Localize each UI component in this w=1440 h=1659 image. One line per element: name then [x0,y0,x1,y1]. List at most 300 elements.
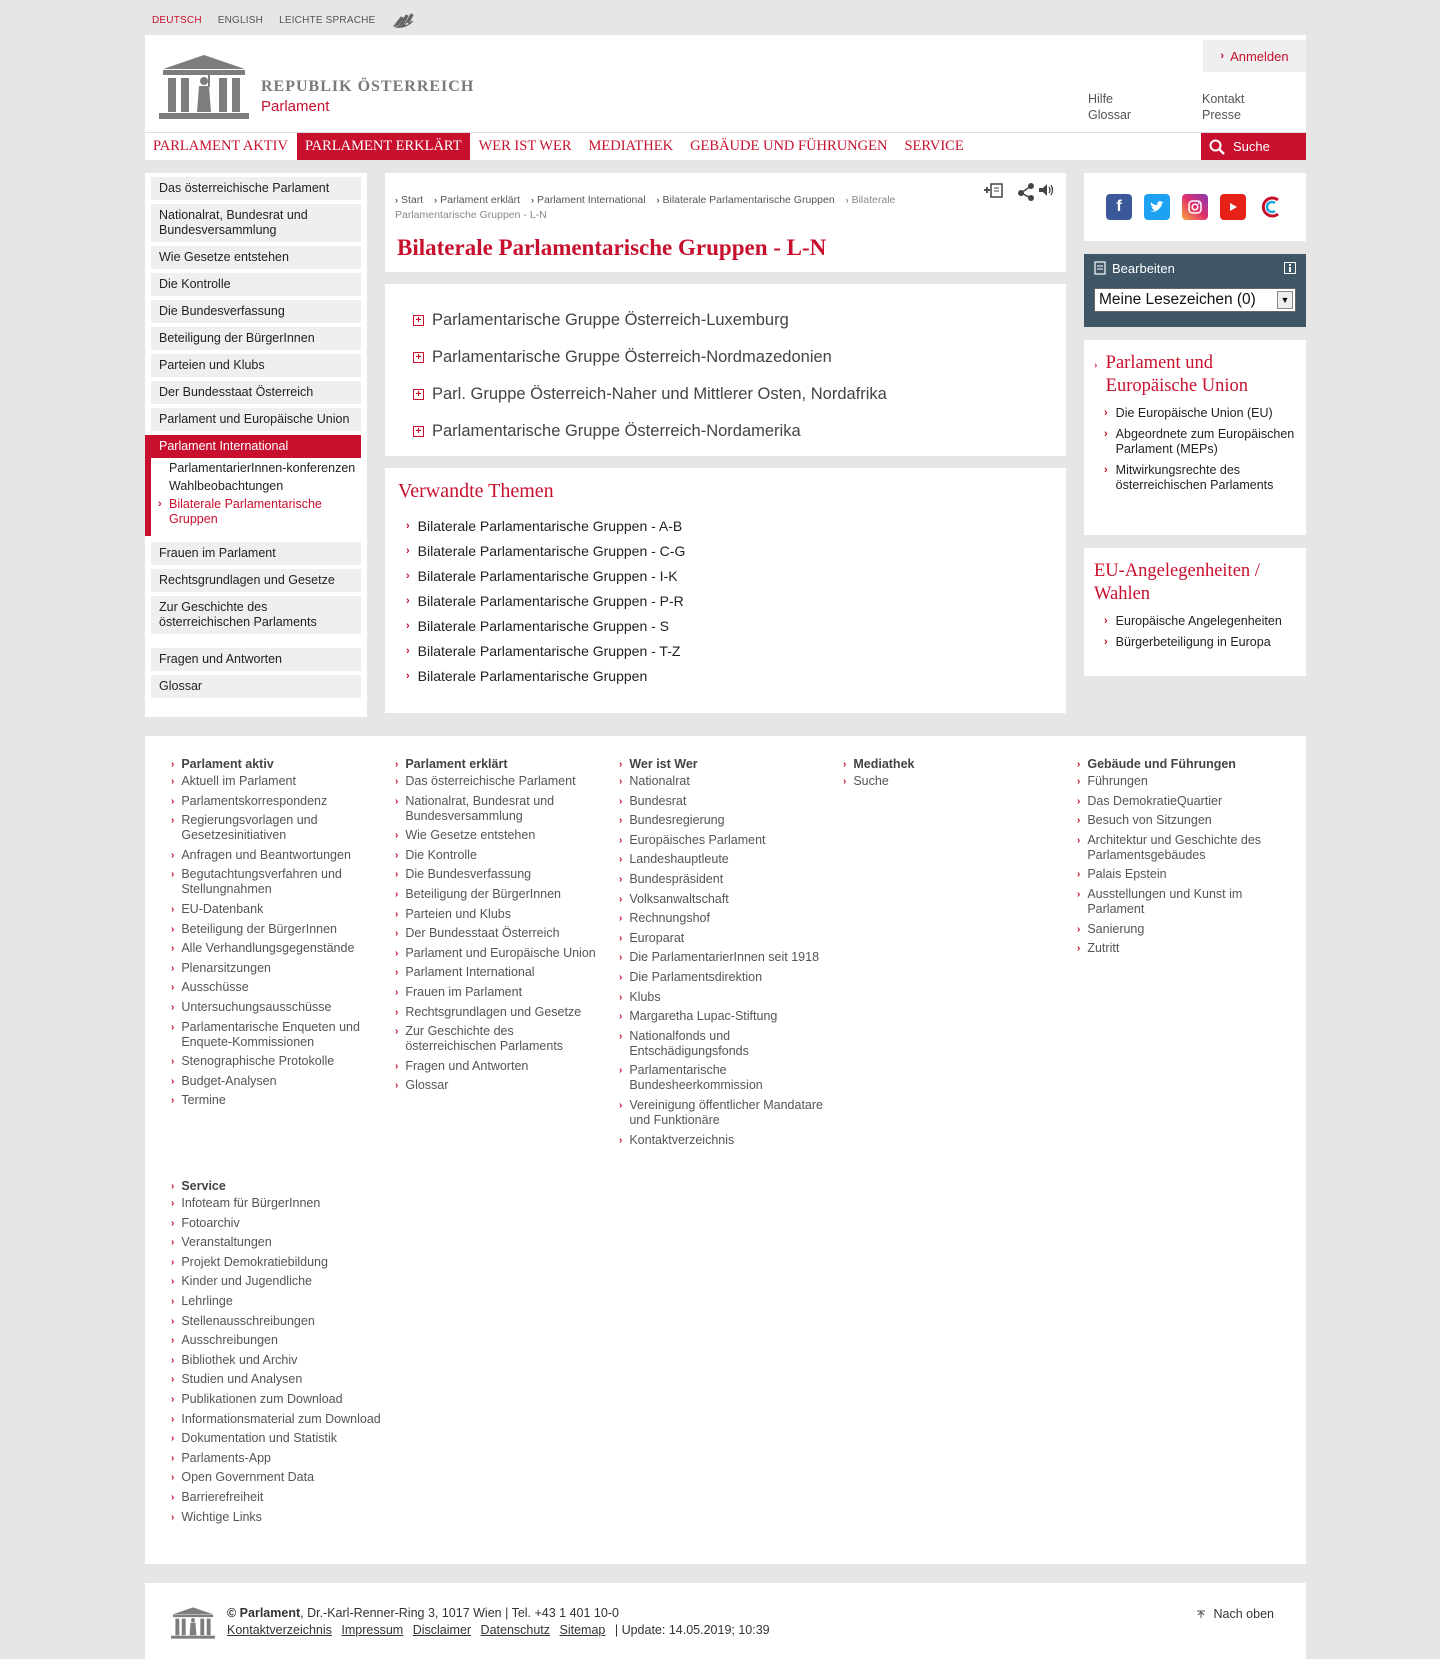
footer-link-label: Nationalfonds und Entschädigungsfonds [629,1028,749,1058]
help-link[interactable]: Hilfe [1088,92,1114,106]
app-icon[interactable] [1258,194,1284,220]
related-box-link[interactable] [1094,406,1296,421]
footer-link-label: Beteiligung der BürgerInnen [405,886,562,901]
footer-link-label: Europäisches Parlament [629,832,766,847]
footer-link[interactable] [171,1372,381,1387]
nav-service[interactable]: SERVICE [904,138,964,154]
footer-update: | Update: 14.05.2019; 10:39 [614,1623,770,1637]
chevron-right-icon: › [395,908,399,920]
footer-link[interactable] [619,1098,829,1128]
chevron-right-icon: › [1077,758,1081,770]
lang-leichte-sprache[interactable]: LEICHTE SPRACHE [279,14,376,26]
chevron-right-icon: › [619,932,623,944]
sidebar-item[interactable]: Das österreichische Parlament [151,177,361,200]
sidebar-item[interactable]: Zur Geschichte des österreichischen Parlaments [151,596,361,634]
footer-link[interactable] [395,965,605,980]
footer-link-label: Nationalrat, Bundesrat und Bundesversammlung [405,793,555,823]
footer-link[interactable] [1077,887,1287,917]
footer-link[interactable] [619,1029,829,1059]
footer-link[interactable] [171,941,381,956]
footer-link-label: Parlament International [405,965,535,980]
footer-link-label: Stellenausschreibungen [181,1313,315,1328]
footer-heading-label: Parlament aktiv [181,757,274,771]
sidebar-subitem[interactable]: ParlamentarierInnen-konferenzen [169,461,356,475]
chevron-right-icon: › [171,758,175,770]
footer-link-label: Bundespräsident [629,871,724,886]
related-link-label: Bilaterale Parlamentarische Gruppen - C-G [417,542,686,559]
footer-link-label: Publikationen zum Download [181,1391,343,1406]
related-link[interactable] [398,588,1066,613]
related-box-title-label: Parlament und Europäische Union [1105,353,1248,396]
footer-link-label: Parlamentarische Enqueten und Enquete-Kommissionen [181,1019,360,1049]
footer-link[interactable] [1077,922,1287,937]
plus-icon: + [413,426,424,437]
footer-link[interactable] [619,1063,829,1093]
footer-link[interactable] [395,1005,605,1020]
footer-link[interactable] [619,774,829,789]
chevron-right-icon: › [619,1011,623,1023]
footer-link[interactable] [171,1054,381,1069]
breadcrumb-item[interactable] [395,194,423,206]
footer-link-label: Ausstellungen und Kunst im Parlament [1087,886,1243,916]
sidebar-subitem-current[interactable] [158,497,367,527]
related-box-link[interactable] [1094,427,1296,457]
footer-link-impressum[interactable]: Impressum [341,1623,404,1637]
sidebar-item[interactable]: Nationalrat, Bundesrat und Bundesversammlung [151,204,361,242]
chevron-right-icon: › [1104,428,1108,440]
back-to-top-link[interactable] [1196,1607,1274,1621]
breadcrumb-current-label: Bilaterale Parlamentarische Gruppen - L-N [395,194,896,221]
footer-heading-label: Service [181,1179,226,1193]
footer-link[interactable] [619,970,829,985]
footer-link[interactable] [619,872,829,887]
bookmark-icon [1094,261,1106,275]
breadcrumb [395,193,915,223]
footer-link[interactable] [619,990,829,1005]
chevron-right-icon: › [1094,359,1098,371]
footer-heading[interactable] [619,754,829,774]
footer-link-label: Fotoarchiv [181,1215,240,1230]
sign-language-icon[interactable] [391,9,417,29]
related-box-link[interactable] [1094,614,1296,629]
footer-link[interactable] [1077,794,1287,809]
footer-link[interactable] [619,950,829,965]
footer-link[interactable] [171,961,381,976]
footer-link[interactable] [395,1024,605,1054]
footer-link-label: Das DemokratieQuartier [1087,793,1223,808]
footer-link[interactable] [171,1510,381,1525]
related-topics [385,468,1066,713]
chevron-right-icon: › [395,830,399,842]
sidebar-item[interactable]: Die Kontrolle [151,273,361,296]
arrow-up-icon [1196,1609,1206,1619]
facebook-icon[interactable]: f [1106,194,1132,220]
chevron-right-icon: › [843,776,847,787]
chevron-right-icon: › [395,986,399,998]
footer-link[interactable] [171,1255,381,1270]
footer-link[interactable] [395,907,605,922]
footer-link[interactable] [171,1020,381,1050]
footer-link-label: Klubs [629,989,661,1004]
footer-link-label: Nationalrat [629,774,690,788]
sidebar-subitem[interactable]: Wahlbeobachtungen [169,479,284,493]
chevron-right-icon: › [619,815,623,827]
chevron-right-icon: › [619,854,623,866]
footer-link-datenschutz[interactable]: Datenschutz [480,1623,551,1637]
related-link[interactable] [398,638,1066,663]
footer-link[interactable] [171,1353,381,1368]
footer-link[interactable] [619,1009,829,1024]
accordion-item[interactable] [413,339,1066,376]
footer-link[interactable] [171,1451,381,1466]
footer-link-label: Vereinigung öffentlicher Mandatare und Funktionäre [629,1097,823,1127]
sidebar-item[interactable]: Fragen und Antworten [151,648,361,671]
footer-link[interactable] [395,1059,605,1074]
footer-link-kontakt[interactable]: Kontaktverzeichnis [227,1623,332,1637]
chevron-right-icon: › [619,893,623,905]
bookmark-select-value: Meine Lesezeichen (0) [1099,291,1256,308]
footer-heading[interactable] [1077,754,1287,774]
footer-link[interactable] [619,892,829,907]
footer-column-parlament-erklaert [395,754,605,1098]
edit-button[interactable] [1094,261,1175,276]
footer-link[interactable] [171,1333,381,1348]
chevron-right-icon: › [619,834,623,846]
parliament-logo [159,55,249,119]
footer-link[interactable] [171,1274,381,1289]
footer-link[interactable] [619,794,829,809]
related-link[interactable] [398,663,1066,688]
footer-column-service [171,1176,381,1529]
accordion-item[interactable] [413,413,1066,450]
footer-link[interactable] [395,828,605,843]
sidebar-item[interactable]: Rechtsgrundlagen und Gesetze [151,569,361,592]
chevron-right-icon: › [406,594,410,607]
footer-link-label: Palais Epstein [1087,867,1167,882]
chevron-right-icon: › [171,1433,175,1445]
footer-heading-label: Parlament erklärt [405,757,508,771]
footer-copyright: © Parlament [227,1606,301,1620]
chevron-right-icon: › [1077,815,1081,827]
footer-link[interactable] [171,867,381,897]
chevron-right-icon: › [171,1374,175,1386]
footer-link-label: Die Kontrolle [405,847,477,862]
related-link[interactable] [398,538,1066,563]
footer-link[interactable] [171,813,381,843]
chevron-right-icon: › [619,776,623,787]
footer-link[interactable] [395,1078,605,1093]
footer-column-gebaeude [1077,754,1287,961]
related-link[interactable] [398,613,1066,638]
footer-link[interactable] [171,1216,381,1231]
related-box-link-label: Bürgerbeteiligung in Europa [1115,635,1271,649]
footer-heading[interactable] [843,754,1053,774]
footer-link[interactable] [171,1074,381,1089]
related-title: Verwandte Themen [398,480,554,502]
accordion-item[interactable] [413,376,1066,413]
sidebar-item-parlament-international[interactable]: Parlament International [145,435,361,458]
chevron-right-icon: › [656,195,660,205]
share-icon[interactable] [1017,181,1035,201]
related-link-label: Bilaterale Parlamentarische Gruppen [417,667,648,684]
chevron-right-icon: › [406,619,410,632]
chevron-right-icon: › [395,1006,399,1018]
logo-title: REPUBLIK ÖSTERREICH [261,78,475,95]
chevron-right-icon: › [406,569,410,582]
footer-heading[interactable] [395,754,605,774]
footer-link[interactable] [171,1196,381,1211]
footer-link[interactable] [171,1392,381,1407]
chevron-right-icon: › [530,195,534,205]
breadcrumb-label: Parlament International [536,194,646,206]
footer-link-disclaimer[interactable]: Disclaimer [412,1623,472,1637]
related-link[interactable] [398,563,1066,588]
footer-link-label: Landeshauptleute [629,852,729,867]
related-box-link-label: Die Europäische Union (EU) [1115,406,1273,420]
footer-link[interactable] [1077,774,1287,789]
footer-link[interactable] [1077,813,1287,828]
footer-link-label: Zutritt [1087,941,1120,956]
footer-link[interactable] [171,1093,381,1108]
contact-link[interactable]: Kontakt [1202,92,1245,106]
footer-link[interactable] [171,1314,381,1329]
press-link[interactable]: Presse [1202,108,1241,122]
chevron-right-icon: › [395,928,399,940]
chevron-right-icon: › [171,1393,175,1405]
footer-link-label: Wie Gesetze entstehen [405,828,536,843]
footer-link[interactable] [171,848,381,863]
footer-link[interactable] [1077,833,1287,863]
sidebar-item[interactable]: Beteiligung der BürgerInnen [151,327,361,350]
info-icon[interactable] [1284,262,1296,274]
footer-link-label: Das österreichische Parlament [405,774,576,788]
footer-link-label: Glossar [405,1078,449,1093]
add-bookmark-icon[interactable] [983,181,1005,199]
footer-link-label: Parlamentarische Bundesheerkommission [629,1063,763,1093]
footer-link-label: EU-Datenbank [181,901,264,916]
footer-link[interactable] [171,794,381,809]
footer-link-label: Der Bundesstaat Österreich [405,926,560,941]
footer-heading[interactable] [171,1176,381,1196]
chevron-right-icon: › [619,952,623,964]
footer-link-label: Bibliothek und Archiv [181,1352,298,1367]
breadcrumb-item[interactable] [656,194,834,206]
sidebar-item[interactable]: Der Bundesstaat Österreich [151,381,361,404]
chevron-right-icon: › [171,1056,175,1068]
footer-link[interactable] [619,931,829,946]
nav-parlament-aktiv[interactable]: PARLAMENT AKTIV [153,138,288,154]
chevron-right-icon: › [1077,888,1081,900]
footer-link-label: Bundesregierung [629,813,725,828]
chevron-right-icon: › [171,923,175,935]
parliament-logo[interactable] [171,1607,215,1639]
chevron-right-icon: › [171,776,175,787]
related-box-link[interactable] [1094,463,1296,493]
footer-link[interactable] [395,887,605,902]
footer-link-label: Suche [853,774,889,788]
chevron-right-icon: › [619,1030,623,1042]
sidebar-item[interactable]: Frauen im Parlament [151,542,361,565]
chevron-right-icon: › [171,1075,175,1087]
read-aloud-icon[interactable] [1037,181,1055,199]
footer-link[interactable] [395,774,605,789]
related-link[interactable] [398,513,1066,538]
footer-link-label: Projekt Demokratiebildung [181,1254,328,1269]
sidebar-item[interactable]: Wie Gesetze entstehen [151,246,361,269]
footer-link[interactable] [395,867,605,882]
footer-link-label: Budget-Analysen [181,1073,277,1088]
footer-link[interactable] [171,1470,381,1485]
chevron-right-icon: › [171,1335,175,1347]
footer-link-label: Zur Geschichte des österreichischen Parlaments [405,1024,564,1054]
chevron-right-icon: › [395,869,399,881]
glossary-link[interactable]: Glossar [1088,108,1132,122]
page-title: Bilaterale Parlamentarische Gruppen - L-N [397,235,827,260]
instagram-icon[interactable] [1182,194,1208,220]
footer-link-label: Führungen [1087,774,1148,788]
footer-link-label: Open Government Data [181,1470,315,1485]
chevron-right-icon: › [395,849,399,861]
accordion-label: Parlamentarische Gruppe Österreich-Nordmazedonien [432,348,832,366]
footer-link[interactable] [171,1412,381,1427]
related-box-title[interactable] [1094,352,1296,398]
footer-link[interactable] [619,813,829,828]
footer-link-label: Aktuell im Parlament [181,774,296,788]
footer-link[interactable] [395,848,605,863]
footer-link[interactable] [171,774,381,789]
footer-link[interactable] [619,833,829,848]
left-sidebar [145,173,367,717]
footer-link[interactable] [171,922,381,937]
chevron-right-icon: › [171,1095,175,1107]
related-box-link[interactable] [1094,635,1296,650]
edit-label: Bearbeiten [1112,260,1175,276]
breadcrumb-item[interactable] [434,194,520,206]
footer-link[interactable] [171,980,381,995]
footer-link[interactable] [171,1000,381,1015]
footer-link-label: Margaretha Lupac-Stiftung [629,1009,778,1024]
login-button[interactable] [1203,40,1306,72]
footer-link[interactable] [171,1490,381,1505]
accordion-item[interactable] [413,302,1066,339]
chevron-right-icon: › [158,498,162,510]
nav-parlament-erklaert[interactable]: PARLAMENT ERKLÄRT [297,133,470,160]
footer-link[interactable] [395,794,605,824]
footer-link-label: Informationsmaterial zum Download [181,1411,381,1426]
nav-gebaeude[interactable]: GEBÄUDE UND FÜHRUNGEN [690,138,888,154]
chevron-right-icon: › [1077,923,1081,935]
search-button[interactable] [1201,133,1306,160]
footer-link[interactable] [619,852,829,867]
footer-link[interactable] [1077,867,1287,882]
chevron-right-icon: › [171,1452,175,1464]
footer-link[interactable] [171,902,381,917]
breadcrumb-label: Start [401,194,424,206]
footer-column-parlament-aktiv [171,754,381,1113]
footer-link[interactable] [171,1235,381,1250]
related-box-link-label: Mitwirkungsrechte des österreichischen Parlaments [1115,463,1274,492]
chevron-right-icon: › [1077,834,1081,846]
footer-link[interactable] [395,926,605,941]
related-link-label: Bilaterale Parlamentarische Gruppen - T-Z [417,642,681,659]
sidebar-item[interactable]: Parteien und Klubs [151,354,361,377]
footer-link-label: Die ParlamentarierInnen seit 1918 [629,950,820,965]
chevron-right-icon: › [406,669,410,682]
footer-bottom [145,1583,1306,1659]
nav-wer-ist-wer[interactable]: WER IST WER [478,138,572,154]
nav-mediathek[interactable]: MEDIATHEK [588,138,674,154]
breadcrumb-label: Parlament erklärt [440,194,521,206]
sidebar-item[interactable]: Parlament und Europäische Union [151,408,361,431]
lang-deutsch[interactable]: DEUTSCH [152,14,202,26]
footer-link-label: Europarat [629,930,685,945]
group-list [385,284,1066,456]
footer-link-label: Lehrlinge [181,1293,233,1308]
accordion-label: Parlamentarische Gruppe Österreich-Nordamerika [432,422,801,440]
chevron-right-icon: › [1077,943,1081,955]
chevron-right-icon: › [843,758,847,770]
related-link-label: Bilaterale Parlamentarische Gruppen - S [417,617,670,634]
chevron-right-icon: › [395,776,399,787]
header-links-right [1202,91,1244,123]
footer-column-mediathek [843,754,1053,794]
footer-link[interactable] [395,946,605,961]
footer-link[interactable] [395,985,605,1000]
login-label: Anmelden [1230,48,1289,64]
sidebar-item[interactable]: Die Bundesverfassung [151,300,361,323]
footer-link[interactable] [171,1294,381,1309]
chevron-right-icon: › [171,962,175,974]
search-icon [1209,139,1225,155]
chevron-right-icon: › [171,1001,175,1013]
footer-link[interactable] [619,911,829,926]
footer-link-label: Frauen im Parlament [405,984,523,999]
chevron-right-icon: › [171,982,175,994]
sidebar-item[interactable]: Glossar [151,675,361,698]
footer-heading-label: Mediathek [853,757,915,771]
footer-link[interactable] [843,774,1053,789]
site-logo[interactable] [159,55,474,119]
related-box-title[interactable]: EU-Angelegenheiten / Wahlen [1094,561,1260,604]
related-box-eu [1084,340,1306,535]
chevron-right-icon: › [1104,636,1108,648]
footer-link-sitemap[interactable]: Sitemap [559,1623,606,1637]
chevron-right-icon: › [171,1180,175,1192]
sidebar-submenu [145,458,367,536]
chevron-right-icon: › [171,795,175,807]
bookmark-panel [1084,254,1306,327]
footer-link[interactable] [619,1133,829,1148]
footer-heading[interactable] [171,754,381,774]
bookmark-select[interactable] [1094,288,1296,312]
footer-link-label: Infoteam für BürgerInnen [181,1196,321,1210]
youtube-icon[interactable] [1220,194,1246,220]
chevron-right-icon: › [619,913,623,925]
footer-link[interactable] [171,1431,381,1446]
breadcrumb-item[interactable] [531,194,646,206]
chevron-right-icon: › [395,967,399,979]
twitter-icon[interactable] [1144,194,1170,220]
back-to-top-label: Nach oben [1213,1607,1274,1621]
chevron-right-icon: › [171,1217,175,1229]
lang-english[interactable]: ENGLISH [217,14,264,26]
footer-link[interactable] [1077,941,1287,956]
chevron-down-icon: ▼ [1277,291,1293,309]
chevron-right-icon: › [171,1511,175,1523]
footer-link-label: Fragen und Antworten [405,1058,529,1073]
chevron-right-icon: › [619,971,623,983]
footer-link-label: Barrierefreiheit [181,1489,264,1504]
